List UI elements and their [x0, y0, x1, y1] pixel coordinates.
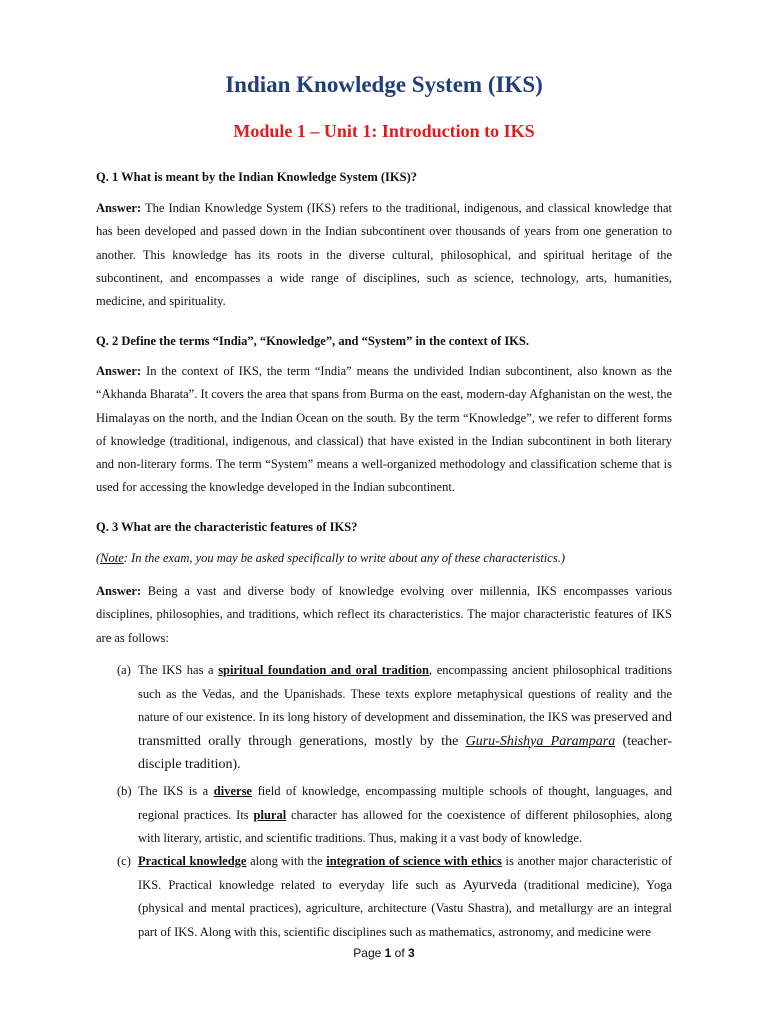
answer-3-text: Being a vast and diverse body of knowledge evolving over millennia, IKS encompasses various disciplines, philosophies, and traditions, which reflect its characteristics. The major characteristic features of IKS are as follows:	[96, 584, 672, 645]
item-emphasis: spiritual foundation and oral tradition	[218, 663, 429, 677]
answer-2	[96, 360, 672, 500]
item-text: The IKS has a	[138, 663, 219, 677]
item-text: Ayurveda	[462, 877, 517, 893]
question-3: Q. 3 What are the characteristic features of IKS?	[96, 520, 358, 534]
item-text: (traditional medicine), Yoga (physical and mental practices), agriculture, architecture (Vastu Shastra), and metallurgy are an integral part of IKS. Along with this, scientific disciplines such as mathematics, astronomy, and medicine were	[138, 877, 673, 939]
footer-of-word: of	[391, 946, 409, 960]
item-text: (teacher-disciple tradition).	[138, 733, 672, 772]
document-title: Indian Knowledge System (IKS)	[225, 72, 543, 97]
footer-page-total: 3	[408, 946, 415, 960]
list-item-label: (c)	[117, 854, 131, 868]
answer-label: Answer:	[96, 364, 142, 378]
item-text: along with the	[246, 854, 327, 868]
footer-page-word: Page	[353, 946, 385, 960]
item-text: preserved and transmitted orally through generations, mostly by the	[138, 710, 672, 749]
list-item-text	[138, 780, 672, 851]
list-item-text	[138, 659, 672, 777]
item-emphasis: Guru-Shishya Parampara	[465, 733, 616, 749]
item-text: , encompassing ancient philosophical traditions such as the Vedas, and the Upanishads. These texts explore metaphysical questions of reality and the nature of our existence. In its long history of development and dissemination, the IKS was	[138, 663, 672, 724]
note-text: : In the exam, you may be asked specifically to write about any of these characteristics.)	[123, 551, 565, 565]
item-emphasis: integration of science with ethics	[326, 854, 502, 868]
list-item	[117, 780, 672, 851]
answer-1	[96, 197, 672, 313]
note-label: Note	[100, 551, 124, 565]
list-item	[117, 659, 672, 777]
answer-label: Answer:	[96, 584, 142, 598]
list-item	[117, 850, 672, 944]
answer-3	[96, 580, 672, 650]
answer-label: Answer:	[96, 201, 142, 215]
answer-1-text: The Indian Knowledge System (IKS) refers to the traditional, indigenous, and classical knowledge that has been developed and passed down in the Indian subcontinent over thousands of years from one generation to another. This knowledge has its roots in the diverse cultural, philosophical, and spiritual heritage of the subcontinent, and encompasses a wide range of disciplines, such as science, technology, arts, humanities, medicine, and spirituality.	[96, 201, 672, 309]
footer-page-number: 1	[384, 946, 392, 960]
question-1: Q. 1 What is meant by the Indian Knowledge System (IKS)?	[96, 170, 417, 184]
list-item-text	[138, 850, 672, 944]
item-emphasis: diverse	[213, 784, 252, 798]
item-text: is another major characteristic of IKS. Practical knowledge related to everyday life such as	[138, 854, 672, 892]
item-text: The IKS is a	[138, 784, 214, 798]
list-item-label: (a)	[117, 663, 131, 677]
answer-2-text: In the context of IKS, the term “India” means the undivided Indian subcontinent, also known as the “Akhanda Bharata”. It covers the area that spans from Burma on the east, modern-day Afghanistan on the west, the Himalayas on the north, and the Indian Ocean on the south. By the term “Knowledge”, we refer to different forms of knowledge (traditional, indigenous, and classical) that have existed in the Indian subcontinent in both literary and non-literary forms. The term “System” means a well-organized methodology and classification scheme that is used for accessing the knowledge developed in the Indian subcontinent.	[96, 364, 672, 495]
module-subtitle: Module 1 – Unit 1: Introduction to IKS	[233, 121, 535, 141]
note-paren: (	[96, 551, 101, 565]
item-text: character has allowed for the coexistence of different philosophies, along with literary, artistic, and scientific traditions. Thus, making it a vast body of knowledge.	[138, 807, 673, 845]
question-2: Q. 2 Define the terms “India”, “Knowledge”, and “System” in the context of IKS.	[96, 334, 529, 348]
page-footer	[0, 946, 768, 960]
exam-note	[96, 549, 672, 567]
item-text: field of knowledge, encompassing multiple schools of thought, languages, and regional practices. Its	[138, 784, 672, 822]
item-emphasis: Practical knowledge	[138, 854, 247, 868]
item-emphasis: plural	[253, 807, 287, 822]
list-item-label: (b)	[117, 784, 132, 798]
